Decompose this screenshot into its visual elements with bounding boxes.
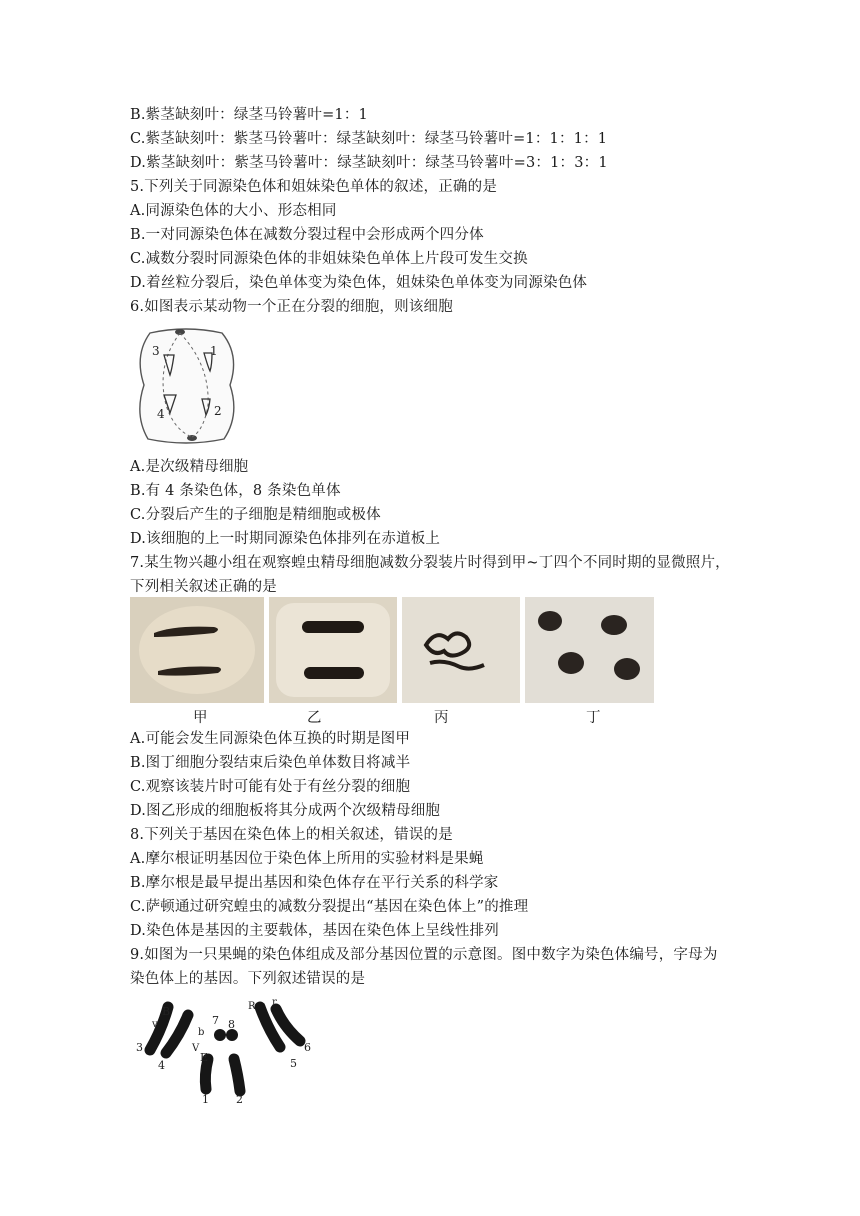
option-6a: A.是次级精母细胞 xyxy=(130,459,249,475)
micrograph-strip xyxy=(130,597,654,703)
option-8b: B.摩尔根是最早提出基因和染色体存在平行关系的科学家 xyxy=(130,875,499,891)
svg-text:v: v xyxy=(152,1019,158,1030)
svg-text:3: 3 xyxy=(136,1041,143,1054)
svg-text:B: B xyxy=(162,1005,171,1018)
question-6: 6.如图表示某动物一个正在分裂的细胞，则该细胞 xyxy=(130,299,453,315)
question-5: 5.下列关于同源染色体和姐妹染色单体的叙述，正确的是 xyxy=(130,179,498,195)
option-6d: D.该细胞的上一时期同源染色体排列在赤道板上 xyxy=(130,531,441,547)
option-4b: B.紫茎缺刻叶：绿茎马铃薯叶=1：1 xyxy=(130,107,368,123)
option-6b: B.有 4 条染色体，8 条染色单体 xyxy=(130,483,341,499)
option-6c: C.分裂后产生的子细胞是精细胞或极体 xyxy=(130,507,381,523)
option-8a: A.摩尔根证明基因位于染色体上所用的实验材料是果蝇 xyxy=(130,851,484,867)
chromosome-number: 3 xyxy=(152,344,160,358)
caption-jia: 甲 xyxy=(193,710,208,726)
chromosome-number: 4 xyxy=(157,407,165,421)
svg-text:5: 5 xyxy=(290,1057,297,1070)
svg-text:r: r xyxy=(272,997,277,1008)
question-7-line2: 下列相关叙述正确的是 xyxy=(130,579,277,595)
micrograph-ding xyxy=(525,597,654,703)
option-5c: C.减数分裂时同源染色体的非姐妹染色单体上片段可发生交换 xyxy=(130,251,528,267)
svg-text:6: 6 xyxy=(304,1041,311,1054)
option-5b: B.一对同源染色体在减数分裂过程中会形成两个四分体 xyxy=(130,227,484,243)
svg-text:7: 7 xyxy=(212,1014,219,1027)
fruit-fly-karyotype-figure xyxy=(130,995,318,1107)
svg-text:1: 1 xyxy=(202,1093,209,1106)
svg-text:E: E xyxy=(200,1051,209,1064)
svg-text:R: R xyxy=(248,1001,256,1012)
micrograph-bing xyxy=(402,597,520,703)
option-5d: D.着丝粒分裂后，染色单体变为染色体，姐妹染色单体变为同源染色体 xyxy=(130,275,588,291)
svg-text:2: 2 xyxy=(236,1093,243,1106)
svg-text:V: V xyxy=(192,1043,200,1054)
caption-bing: 丙 xyxy=(434,710,449,726)
svg-text:8: 8 xyxy=(228,1018,235,1031)
option-7d: D.图乙形成的细胞板将其分成两个次级精母细胞 xyxy=(130,803,441,819)
chromosome-number: 2 xyxy=(214,404,222,418)
option-8c: C.萨顿通过研究蝗虫的减数分裂提出“基因在染色体上”的推理 xyxy=(130,899,529,915)
centrosome-top xyxy=(175,329,185,335)
dividing-cell-figure xyxy=(130,325,242,447)
question-8: 8.下列关于基因在染色体上的相关叙述，错误的是 xyxy=(130,827,453,843)
caption-ding: 丁 xyxy=(586,710,601,726)
option-7a: A.可能会发生同源染色体互换的时期是图甲 xyxy=(130,731,411,747)
option-4d: D.紫茎缺刻叶：紫茎马铃薯叶：绿茎缺刻叶：绿茎马铃薯叶=3：1：3：1 xyxy=(130,155,608,171)
question-9-line2: 染色体上的基因。下列叙述错误的是 xyxy=(130,971,366,987)
option-8d: D.染色体是基因的主要载体，基因在染色体上呈线性排列 xyxy=(130,923,499,939)
svg-text:b: b xyxy=(198,1027,205,1038)
micrograph-yi xyxy=(269,597,397,703)
option-7b: B.图丁细胞分裂结束后染色单体数目将减半 xyxy=(130,755,411,771)
option-4c: C.紫茎缺刻叶：紫茎马铃薯叶：绿茎缺刻叶：绿茎马铃薯叶=1：1：1：1 xyxy=(130,131,608,147)
micrograph-jia xyxy=(130,597,264,703)
option-5a: A.同源染色体的大小、形态相同 xyxy=(130,203,337,219)
caption-yi: 乙 xyxy=(307,710,322,726)
chromosome-number: 1 xyxy=(210,344,218,358)
question-7-line1: 7.某生物兴趣小组在观察蝗虫精母细胞减数分裂装片时得到甲~丁四个不同时期的显微照片， xyxy=(130,555,730,571)
option-7c: C.观察该装片时可能有处于有丝分裂的细胞 xyxy=(130,779,411,795)
question-9-line1: 9.如图为一只果蝇的染色体组成及部分基因位置的示意图。图中数字为染色体编号，字母为 xyxy=(130,947,718,963)
svg-text:4: 4 xyxy=(158,1059,165,1072)
